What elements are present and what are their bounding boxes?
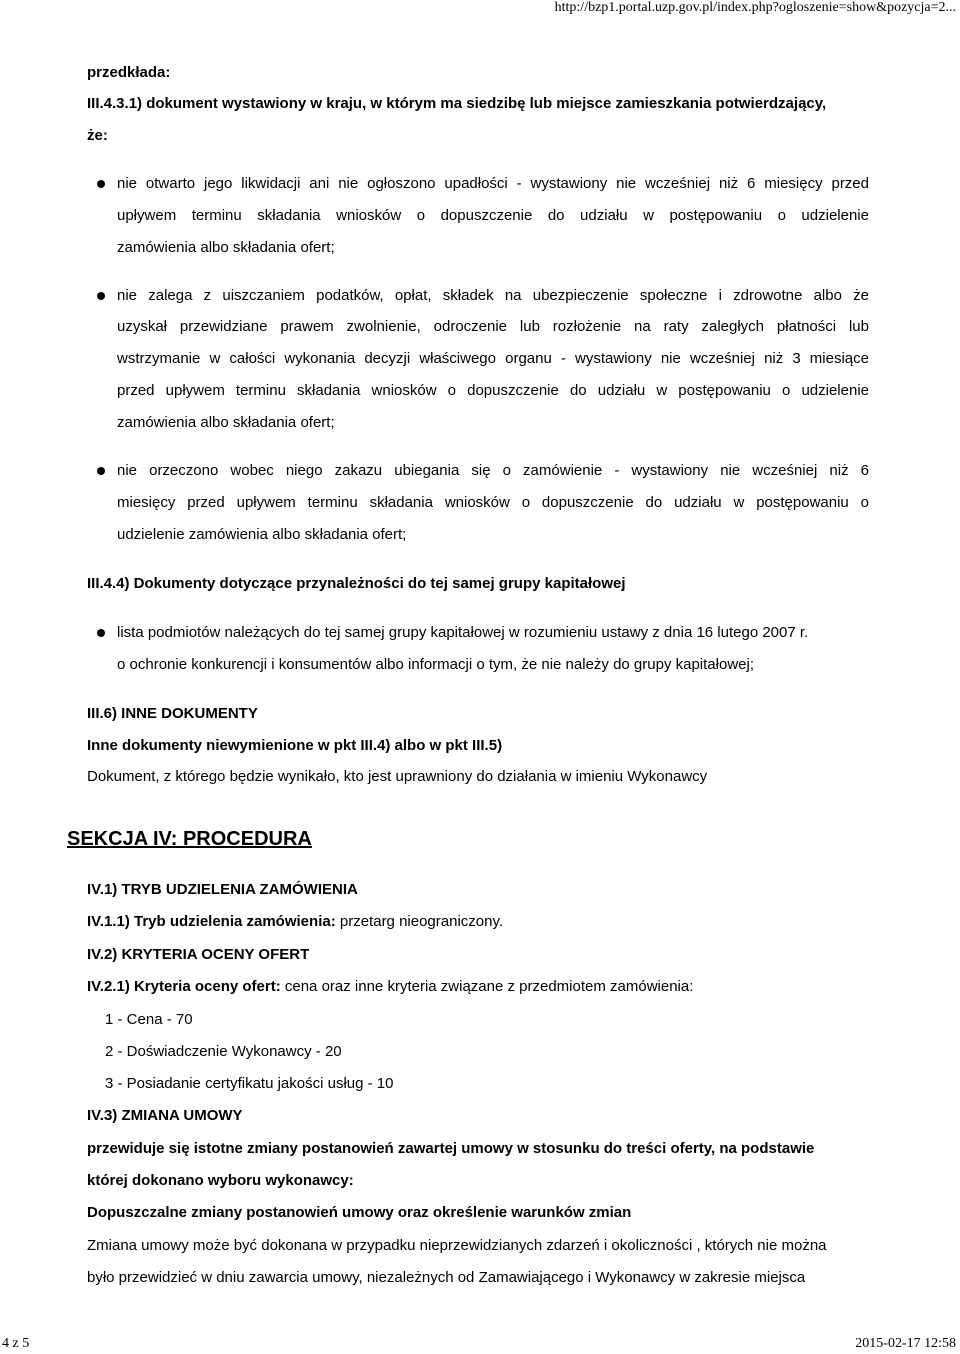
bullet-3-line-1: nie orzeczono wobec niego zakazu ubiegania się o zamówienie - wystawiony nie wcześniej niż 6 <box>117 462 869 479</box>
bullet-icon <box>97 180 105 188</box>
print-datetime: 2015-02-17 12:58 <box>855 1336 956 1351</box>
iii44-bullet-line-1: lista podmiotów należących do tej samej grupy kapitałowej w rozumieniu ustawy z dnia 16 lutego 2007 r. <box>117 624 809 641</box>
page-url: http://bzp1.portal.uzp.gov.pl/index.php?ogloszenie=show&pozycja=2... <box>554 0 956 15</box>
iv21-label: IV.2.1) Kryteria oceny ofert: <box>87 978 281 995</box>
bullet-2-line-5: zamówienia albo składania ofert; <box>117 414 335 431</box>
bullet-3-line-2: miesięcy przed upływem terminu składania wniosków o dopuszczenie do udziału w postępowaniu o <box>117 494 869 511</box>
criterion-3: 3 - Posiadanie certyfikatu jakości usług - 10 <box>105 1075 394 1092</box>
iv3-bold-line-1: przewiduje się istotne zmiany postanowień zawartej umowy w stosunku do treści oferty, na podstawie <box>87 1140 815 1157</box>
zmiana-line-2: było przewidzieć w dniu zawarcia umowy, niezależnych od Zamawiającego i Wykonawcy w zakresie miejsca <box>87 1269 806 1286</box>
bullet-3-line-3: udzielenie zamówienia albo składania ofert; <box>117 526 407 543</box>
iv2-heading: IV.2) KRYTERIA OCENY OFERT <box>87 946 310 963</box>
iv1-heading: IV.1) TRYB UDZIELENIA ZAMÓWIENIA <box>87 881 358 898</box>
iv11-row <box>87 913 503 930</box>
iv3-bold-line-2: której dokonano wyboru wykonawcy: <box>87 1172 354 1189</box>
bullet-icon <box>97 629 105 637</box>
bullet-2-line-1: nie zalega z uiszczaniem podatków, opłat, składek na ubezpieczenie społeczne i zdrowotne albo że <box>117 287 869 304</box>
iv11-value: przetarg nieograniczony. <box>339 913 504 930</box>
bullet-2-line-3: wstrzymanie w całości wykonania decyzji właściwego organu - wystawiony nie wcześniej niż 3 miesiące <box>117 350 869 367</box>
iii43-heading: III.4.3.1) dokument wystawiony w kraju, w którym ma siedzibę lub miejsce zamieszkania potwierdzający, <box>87 95 827 112</box>
iii6-subheading: Inne dokumenty niewymienione w pkt III.4) albo w pkt III.5) <box>87 737 503 754</box>
bullet-1-line-3: zamówienia albo składania ofert; <box>117 239 335 256</box>
bullet-2-line-4: przed upływem terminu składania wniosków o dopuszczenie do udziału w postępowaniu o udzielenie <box>117 382 869 399</box>
bullet-icon <box>97 292 105 300</box>
criterion-1: 1 - Cena - 70 <box>105 1011 193 1028</box>
section-iv-title: SEKCJA IV: PROCEDURA <box>67 828 312 850</box>
iii6-text: Dokument, z którego będzie wynikało, kto jest uprawniony do działania w imieniu Wykonawcy <box>87 768 708 785</box>
iii44-bullet-line-2: o ochronie konkurencji i konsumentów albo informacji o tym, że nie należy do grupy kapitałowej; <box>117 656 754 673</box>
iii44-heading: III.4.4) Dokumenty dotyczące przynależności do tej samej grupy kapitałowej <box>87 575 626 592</box>
zmiana-line-1: Zmiana umowy może być dokonana w przypadku nieprzewidzianych zdarzeń i okoliczności , których nie można <box>87 1237 827 1254</box>
iv21-row <box>87 978 693 995</box>
bullet-1-line-2: upływem terminu składania wniosków o dopuszczenie do udziału w postępowaniu o udzielenie <box>117 207 869 224</box>
predklada-label: przedkłada: <box>87 64 171 81</box>
criterion-2: 2 - Doświadczenie Wykonawcy - 20 <box>105 1043 342 1060</box>
bullet-icon <box>97 467 105 475</box>
bullet-2-line-2: uzyskał przewidziane prawem zwolnienie, odroczenie lub rozłożenie na raty zaległych płatności lub <box>117 318 869 335</box>
bullet-1-line-1: nie otwarto jego likwidacji ani nie ogłoszono upadłości - wystawiony nie wcześniej niż 6 miesięcy przed <box>117 175 869 192</box>
iv11-label: IV.1.1) Tryb udzielenia zamówienia: <box>87 913 336 930</box>
iv3-heading: IV.3) ZMIANA UMOWY <box>87 1107 243 1124</box>
dopuszczalne-heading: Dopuszczalne zmiany postanowień umowy oraz określenie warunków zmian <box>87 1204 632 1221</box>
ze-label: że: <box>87 127 108 144</box>
iv21-value: cena oraz inne kryteria związane z przedmiotem zamówienia: <box>284 978 694 995</box>
iii6-heading: III.6) INNE DOKUMENTY <box>87 705 258 722</box>
page-number: 4 z 5 <box>2 1336 30 1351</box>
